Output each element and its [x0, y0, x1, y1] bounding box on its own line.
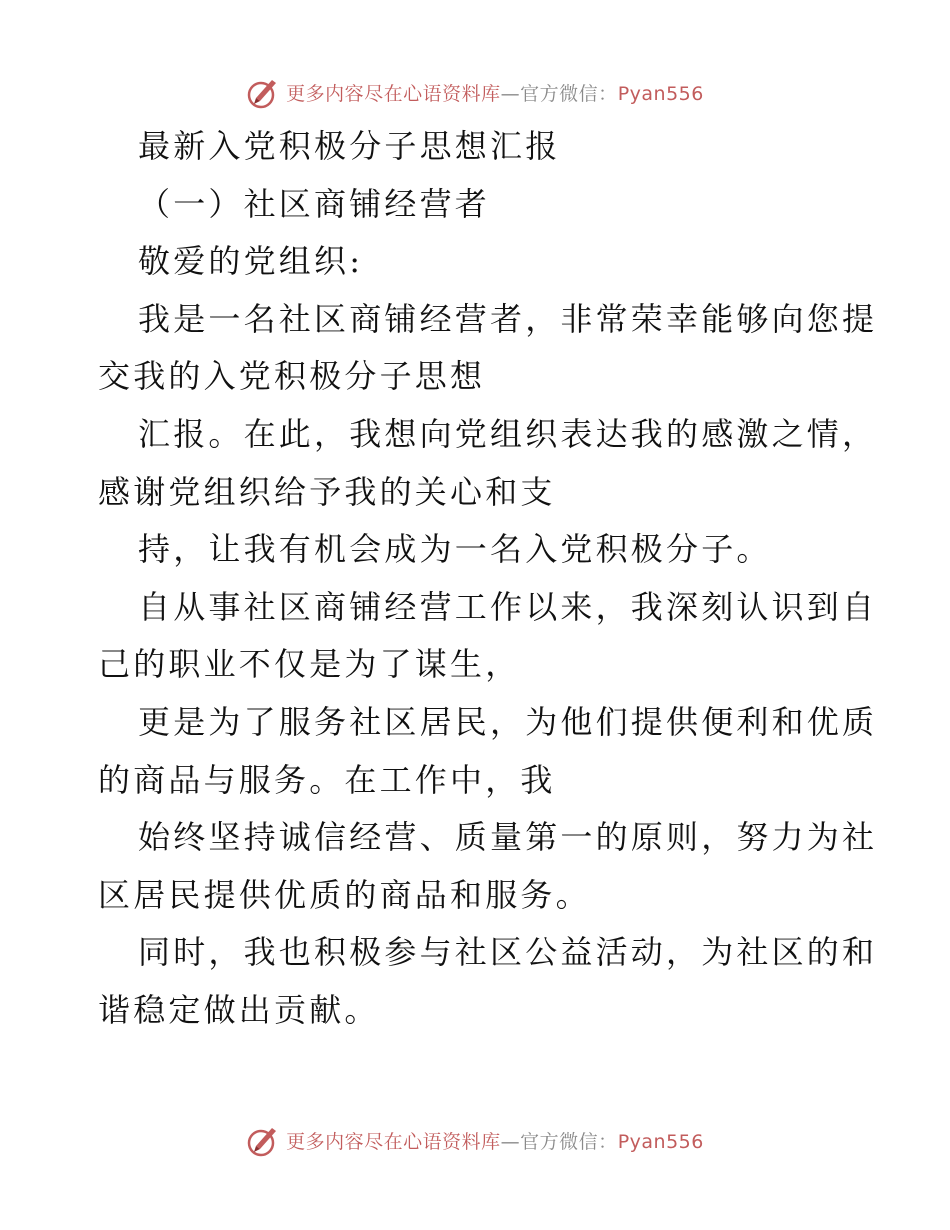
text-line: 区居民提供优质的商品和服务。 [98, 875, 591, 914]
watermark-text [286, 1127, 704, 1154]
watermark-label: 官方微信： [520, 1130, 618, 1153]
text-line: 交我的入党积极分子思想 [98, 357, 486, 396]
watermark-label: 官方微信： [520, 82, 618, 105]
watermark-brand: 更多内容尽在心语资料库 [286, 1130, 501, 1153]
text-line: 己的职业不仅是为了谋生， [98, 645, 521, 684]
watermark-dash: — [500, 1130, 521, 1153]
text-line: （一）社区商铺经营者 [138, 184, 491, 223]
quill-logo-icon [246, 1122, 282, 1158]
text-line: 最新入党积极分子思想汇报 [138, 127, 561, 165]
text-line: 感谢党组织给予我的关心和支 [98, 472, 556, 511]
text-line: 持，让我有机会成为一名入党积极分子。 [138, 530, 772, 569]
text-line: 更是为了服务社区居民，为他们提供便利和优质 [138, 702, 878, 741]
watermark-brand: 更多内容尽在心语资料库 [286, 82, 501, 105]
document-body [98, 118, 878, 1040]
watermark-text [286, 79, 704, 106]
text-line: 同时，我也积极参与社区公益活动，为社区的和 [138, 933, 878, 972]
text-line: 谐稳定做出贡献。 [98, 990, 380, 1029]
quill-logo-icon [246, 74, 282, 110]
text-line: 的商品与服务。在工作中，我 [98, 760, 556, 799]
text-line: 汇报。在此，我想向党组织表达我的感激之情， [138, 414, 878, 453]
watermark-id: Pyan556 [617, 82, 704, 105]
text-line: 始终坚持诚信经营、质量第一的原则，努力为社 [138, 818, 878, 857]
text-line: 自从事社区商铺经营工作以来，我深刻认识到自 [138, 587, 878, 626]
text-line: 我是一名社区商铺经营者，非常荣幸能够向您提 [138, 299, 878, 338]
text-line: 敬爱的党组织: [138, 242, 364, 281]
watermark-dash: — [500, 82, 521, 105]
header-watermark [0, 72, 950, 112]
footer-watermark [0, 1120, 950, 1160]
watermark-id: Pyan556 [617, 1130, 704, 1153]
